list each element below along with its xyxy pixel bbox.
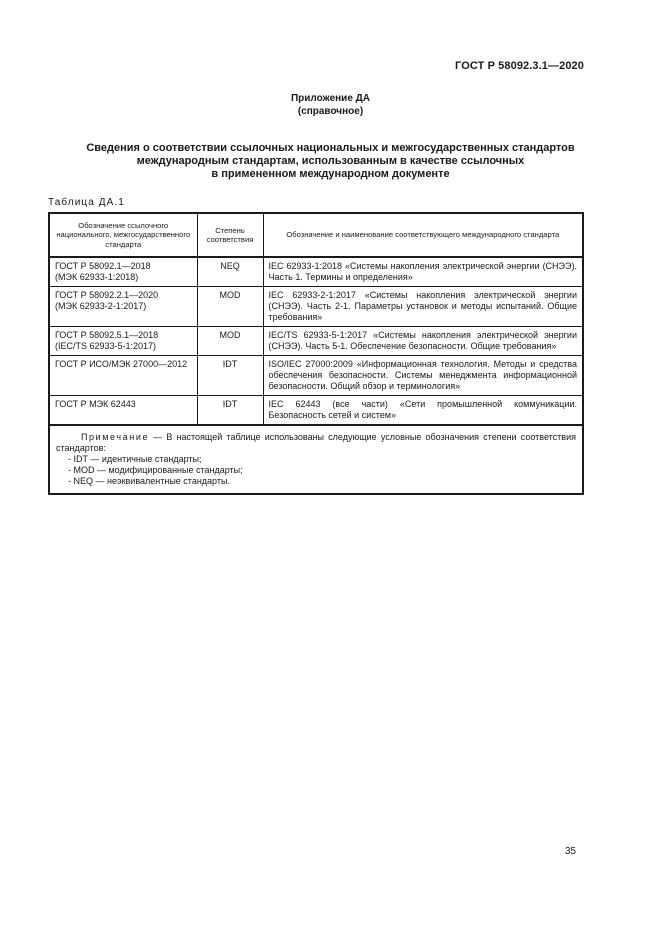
- national-standard-alt: (IEC/TS 62933-5-1:2017): [55, 341, 157, 351]
- national-standard-cell: [49, 327, 197, 356]
- table-row: [49, 257, 583, 287]
- standards-table: [48, 212, 584, 495]
- national-standard: ГОСТ Р 58092.5.1—2018: [55, 330, 159, 340]
- table-note: [49, 425, 583, 494]
- page-number: 35: [564, 846, 576, 857]
- note-body: — В настоящей таблице использованы следующие условные обозначения степени соответствия стандартов:: [56, 432, 576, 453]
- national-standard-cell: [49, 396, 197, 426]
- national-standard: ГОСТ Р 58092.2.1—2020: [55, 290, 159, 300]
- table-row: [49, 327, 583, 356]
- degree-cell: NEQ: [197, 257, 263, 287]
- national-standard: ГОСТ Р ИСО/МЭК 27000—2012: [55, 359, 188, 369]
- international-standard-cell: IEC 62933-2-1:2017 «Системы накопления электрической энергии (СНЭЭ). Часть 2-1. Параметры установок и методы испытаний. Общие требования»: [263, 287, 583, 327]
- note-item: - IDT — идентичные стандарты;: [68, 454, 202, 464]
- section-title-line: международным стандартам, использованным в качестве ссылочных: [136, 155, 525, 167]
- column-header-degree: Степень соответствия: [197, 213, 263, 257]
- annex-subtitle: (справочное): [297, 105, 364, 117]
- table-label: Таблица ДА.1: [48, 197, 125, 208]
- document-code: ГОСТ Р 58092.3.1—2020: [455, 60, 584, 72]
- table-row: [49, 356, 583, 396]
- international-standard-cell: IEC/TS 62933-5-1:2017 «Системы накопления электрической энергии (СНЭЭ). Часть 5-1. Обеспечение безопасности. Общие требования»: [263, 327, 583, 356]
- column-header-international: Обозначение и наименование соответствующего международного стандарта: [263, 213, 583, 257]
- note-text: [56, 432, 576, 454]
- international-standard-cell: ISO/IEC 27000:2009 «Информационная технология. Методы и средства обеспечения безопасности. Системы менеджмента информационной безопасности. Общий обзор и терминология»: [263, 356, 583, 396]
- national-standard: ГОСТ Р МЭК 62443: [55, 399, 136, 409]
- annex-heading: [0, 93, 661, 118]
- section-title: [48, 142, 613, 181]
- table-row: [49, 396, 583, 426]
- note-item: - MOD — модифицированные стандарты;: [68, 465, 243, 475]
- national-standard-alt: (МЭК 62933-2-1:2017): [55, 301, 147, 311]
- degree-cell: IDT: [197, 356, 263, 396]
- section-title-line: Сведения о соответствии ссылочных национальных и межгосударственных стандартов: [86, 142, 575, 154]
- degree-cell: MOD: [197, 327, 263, 356]
- note-label: Примечание: [80, 432, 150, 442]
- table-row: [49, 287, 583, 327]
- national-standard-cell: [49, 356, 197, 396]
- national-standard-cell: [49, 287, 197, 327]
- international-standard-cell: IEC 62933-1:2018 «Системы накопления электрической энергии (СНЭЭ). Часть 1. Термины и определения»: [263, 257, 583, 287]
- table-header-row: [49, 213, 583, 257]
- annex-title: Приложение ДА: [290, 93, 371, 104]
- degree-cell: MOD: [197, 287, 263, 327]
- international-standard-cell: IEC 62443 (все части) «Сети промышленной коммуникации. Безопасность сетей и систем»: [263, 396, 583, 426]
- table-note-row: [49, 425, 583, 494]
- national-standard: ГОСТ Р 58092.1—2018: [55, 261, 151, 271]
- degree-cell: IDT: [197, 396, 263, 426]
- national-standard-cell: [49, 257, 197, 287]
- national-standard-alt: (МЭК 62933-1:2018): [55, 272, 139, 282]
- column-header-national: Обозначение ссылочного национального, межгосударственного стандарта: [49, 213, 197, 257]
- section-title-line: в примененном международном документе: [211, 168, 450, 180]
- note-item: - NEQ — неэквивалентные стандарты.: [68, 476, 230, 486]
